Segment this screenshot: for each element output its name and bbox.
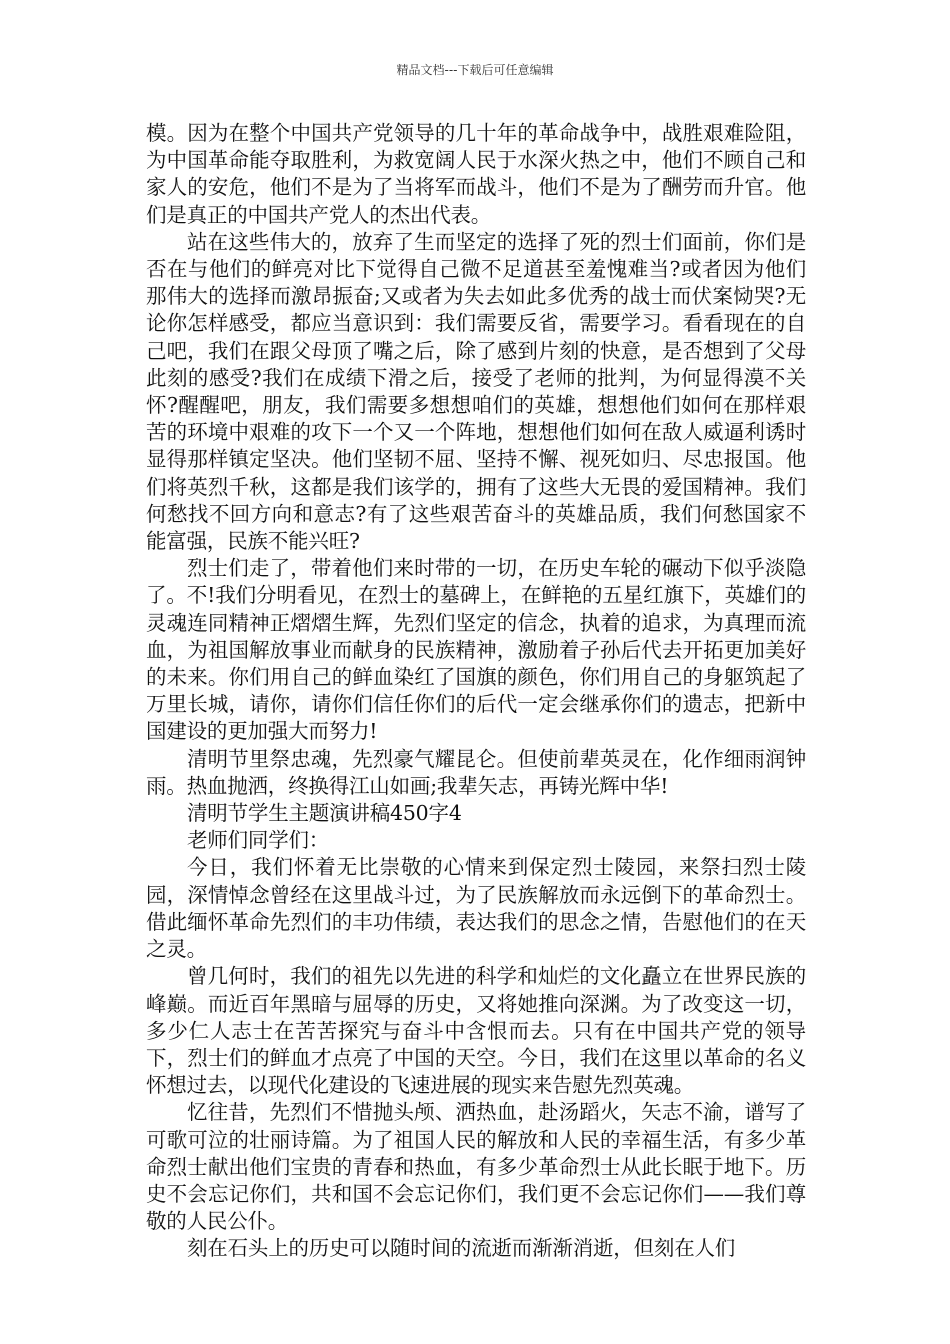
salutation: 老师们同学们： [187, 828, 330, 853]
paragraph-8: 刻在石头上的历史可以随时间的流逝而渐渐消逝，但刻在人们 [187, 1236, 736, 1261]
paragraph-1: 模。因为在整个中国共产党领导的几十年的革命战争中，战胜艰难险阻，为中国革命能夺取胜利，为救宽阔人民于水深火热之中，他们不顾自己和家人的安危，他们不是为了当将军而战斗，他们不是为了酬劳而升官。他们是真正的中国共产党人的杰出代表。 [146, 121, 806, 227]
paragraph-2: 站在这些伟大的，放弃了生而坚定的选择了死的烈士们面前，你们是否在与他们的鲜亮对比下觉得自己微不足道甚至羞愧难当?或者因为他们那伟大的选择而激昂振奋;又或者为失去如此多优秀的战士而伏案恸哭?无论你怎样感受，都应当意识到：我们需要反省，需要学习。看看现在的自己吧，我们在跟父母顶了嘴之后，除了感到片刻的快意，是否想到了父母此刻的感受?我们在成绩下滑之后，接受了老师的批判，为何显得漠不关怀?醒醒吧，朋友，我们需要多想想咱们的英雄，想想他们如何在那样艰苦的环境中艰难的攻下一个又一个阵地，想想他们如何在敌人威逼利诱时显得那样镇定坚决。他们坚韧不屈、坚持不懈、视死如归、尽忠报国。他们将英烈千秋，这都是我们该学的，拥有了这些大无畏的爱国精神。我们何愁找不回方向和意志?有了这些艰苦奋斗的英雄品质，我们何愁国家不能富强，民族不能兴旺? [146, 229, 806, 554]
paragraph-7: 忆往昔，先烈们不惜抛头颅、洒热血，赴汤蹈火，矢志不渝，谱写了可歌可泣的壮丽诗篇。为了祖国人民的解放和人民的幸福生活，有多少革命烈士献出他们宝贵的青春和热血，有多少革命烈士从此长眠于地下。历史不会忘记你们，共和国不会忘记你们，我们更不会忘记你们——我们尊敬的人民公仆。 [146, 1100, 806, 1234]
section-heading: 清明节学生主题演讲稿450字4 [187, 801, 462, 826]
page-header: 精品文档---下载后可任意编辑 [396, 63, 554, 77]
paragraph-6: 曾几何时，我们的祖先以先进的科学和灿烂的文化矗立在世界民族的峰巅。而近百年黑暗与屈辱的历史，又将她推向深渊。为了改变这一切，多少仁人志士在苦苦探究与奋斗中含恨而去。只有在中国共产党的领导下，烈士们的鲜血才点亮了中国的天空。今日，我们在这里以革命的名义怀想过去，以现代化建设的飞速进展的现实来告慰先烈英魂。 [146, 964, 806, 1098]
paragraph-5: 今日，我们怀着无比崇敬的心情来到保定烈士陵园，来祭扫烈士陵园，深情悼念曾经在这里战斗过，为了民族解放而永远倒下的革命烈士。借此缅怀革命先烈们的丰功伟绩，表达我们的思念之情，告慰他们的在天之灵。 [146, 855, 806, 962]
paragraph-3: 烈士们走了，带着他们来时带的一切，在历史车轮的碾动下似乎淡隐了。不!我们分明看见，在烈士的墓碑上，在鲜艳的五星红旗下，英雄们的灵魂连同精神正熠熠生辉，先烈们坚定的信念，执着的追求，为真理而流血，为祖国解放事业而献身的民族精神，激励着子孙后代去开拓更加美好的未来。你们用自己的鲜血染红了国旗的颜色，你们用自己的身躯筑起了万里长城，请你，请你们信任你们的后代一定会继承你们的遗志，把新中国建设的更加强大而努力! [146, 556, 806, 744]
paragraph-4: 清明节里祭忠魂，先烈豪气耀昆仑。但使前辈英灵在，化作细雨润钟雨。热血抛洒，终换得江山如画;我辈矢志，再铸光辉中华! [146, 746, 806, 798]
document-body [146, 120, 806, 1263]
